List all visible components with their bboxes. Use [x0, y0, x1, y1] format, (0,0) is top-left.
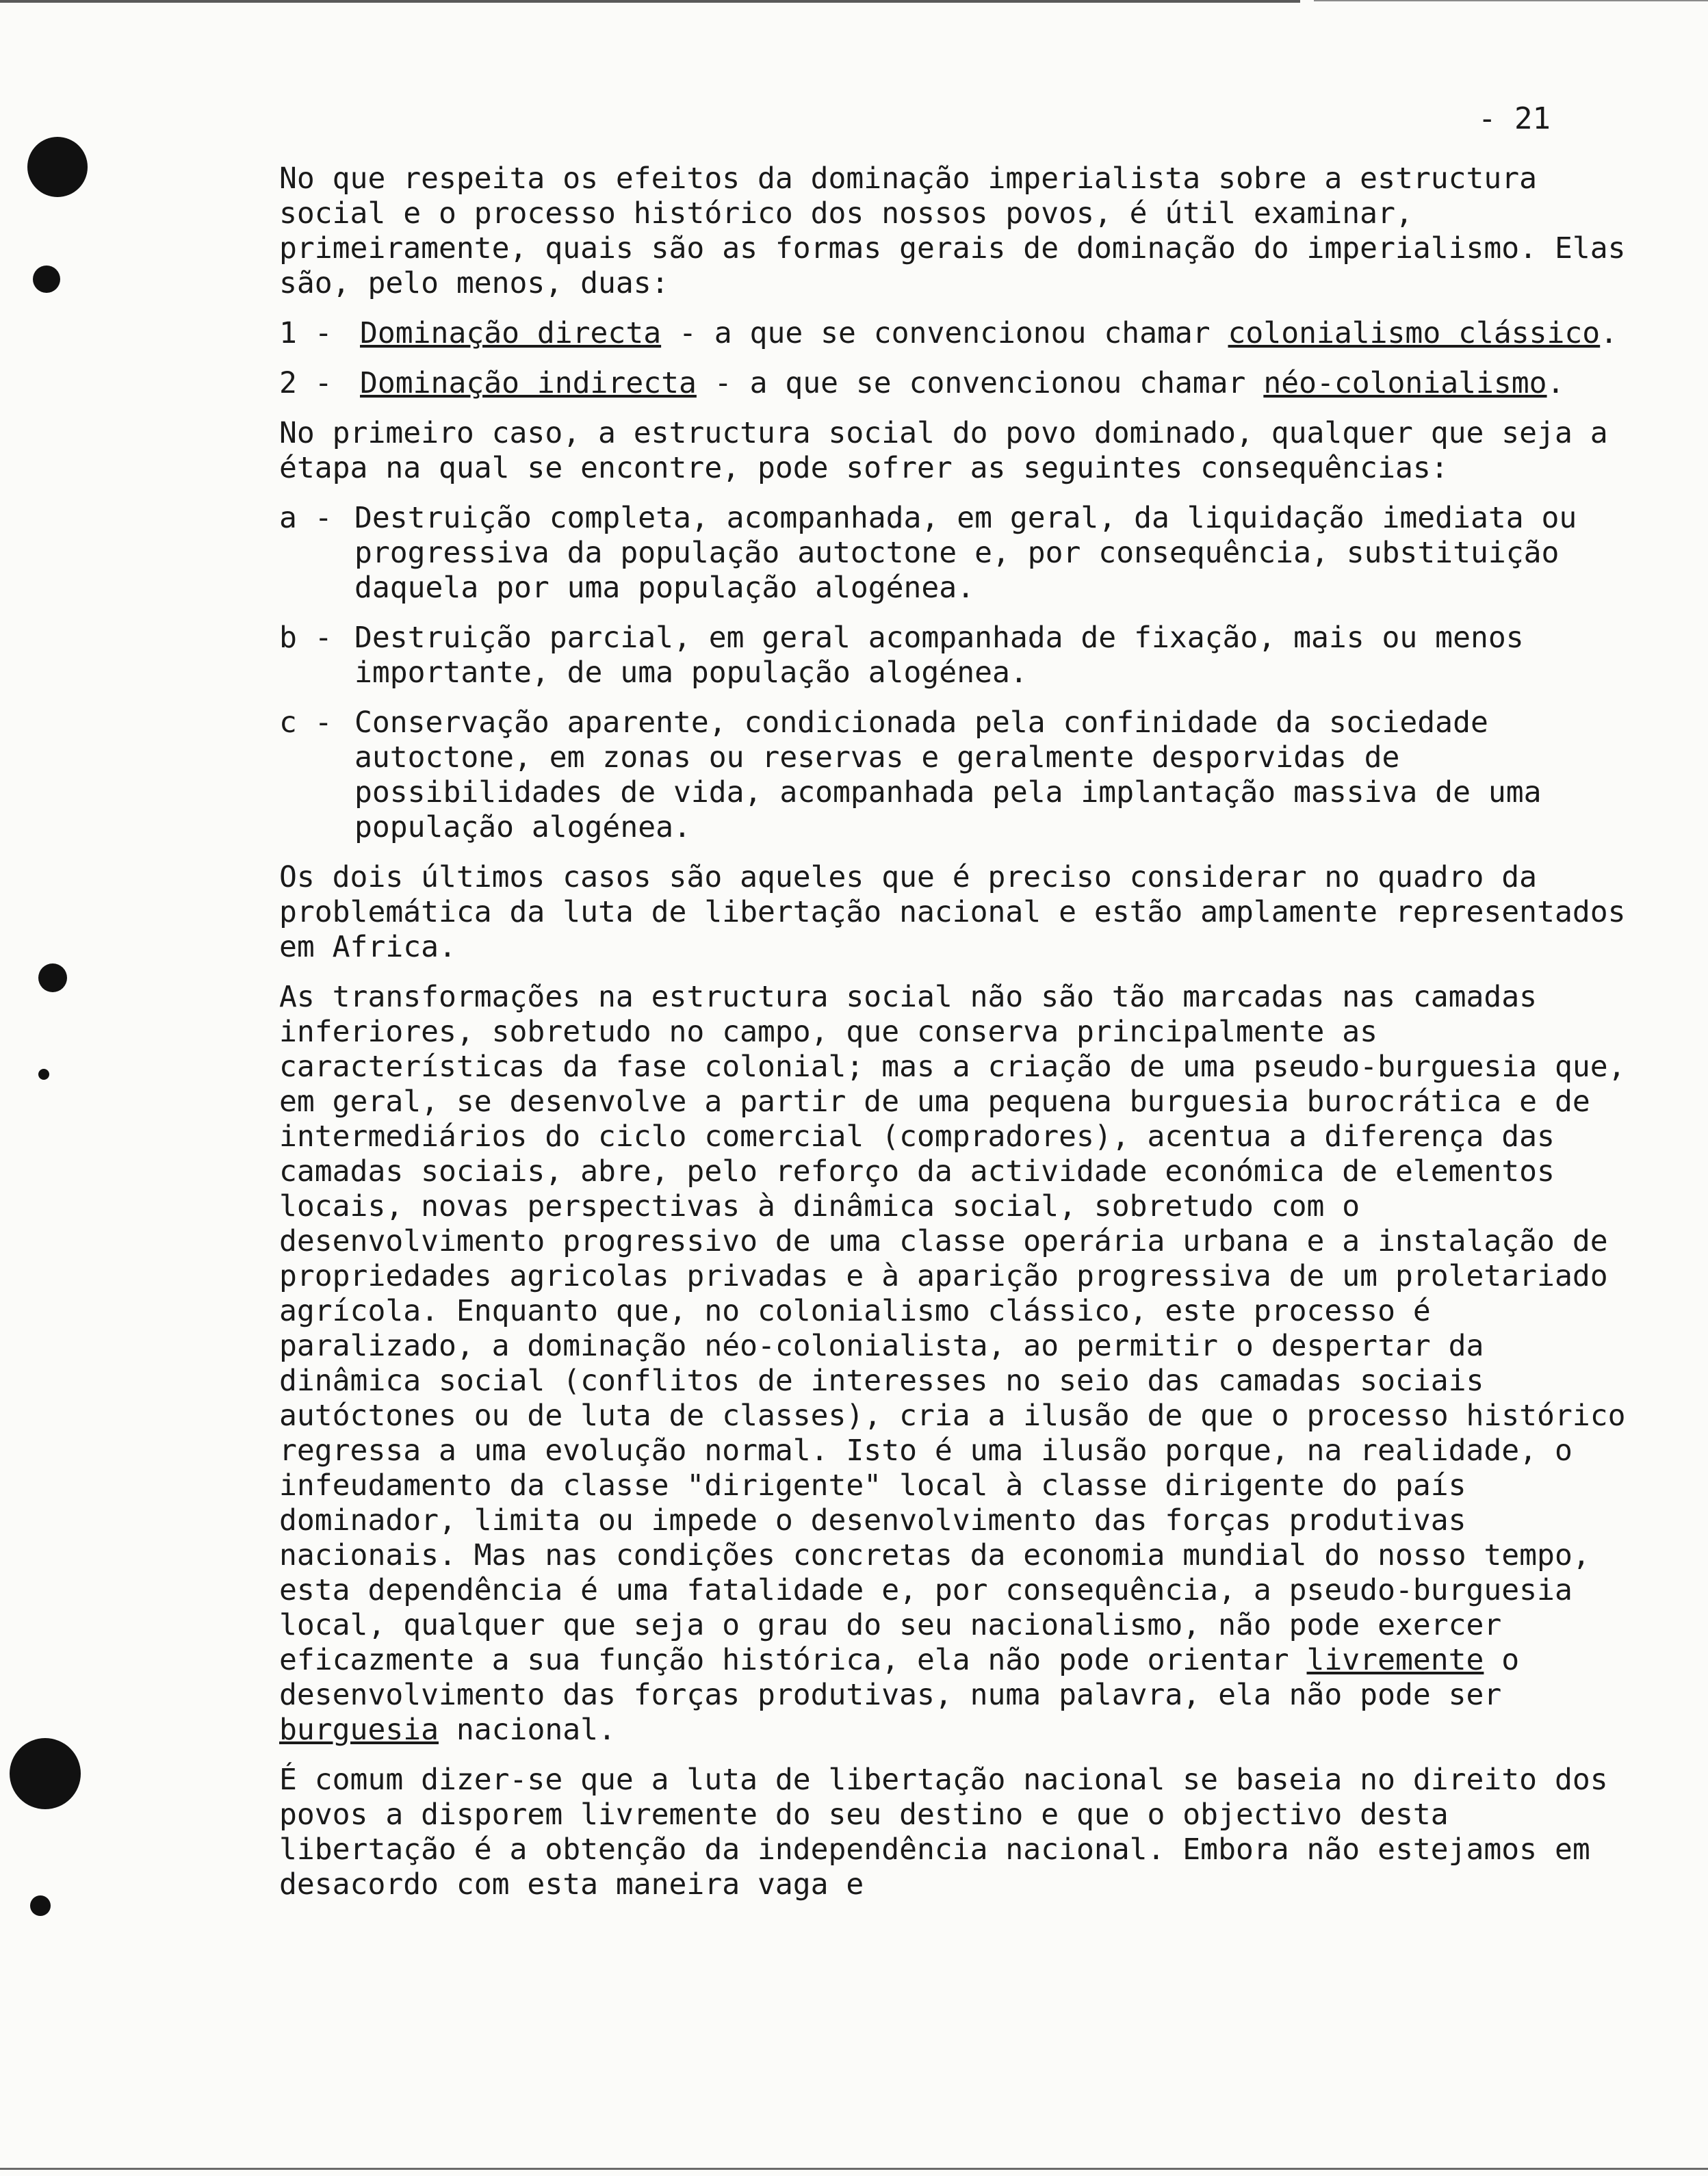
- consequence-marker: b -: [279, 621, 350, 655]
- form-definition-term: colonialismo clássico: [1228, 316, 1601, 350]
- form-item-2: [279, 366, 1627, 401]
- consequence-marker: c -: [279, 705, 350, 740]
- consequence-item-c: [279, 705, 1627, 845]
- consequence-item-a: [279, 501, 1627, 606]
- form-marker: 1 -: [279, 316, 350, 350]
- punch-hole-2: [33, 265, 60, 293]
- transformations-text-3: nacional.: [439, 1713, 616, 1747]
- intro-paragraph: No que respeita os efeitos da dominação imperialista sobre a estructura social e o processo histórico dos nossos povos, é útil examinar, primeiramente, quais são as formas gerais de dominação do imperialismo. Elas são, pelo menos, duas:: [279, 161, 1626, 300]
- form-marker: 2 -: [279, 366, 350, 400]
- form-definition-end: .: [1600, 316, 1618, 350]
- underlined-burguesia: burguesia: [279, 1713, 439, 1747]
- punch-hole-4: [38, 1069, 49, 1080]
- top-edge-line-right: [1314, 0, 1708, 1]
- bottom-edge-line: [0, 2168, 1708, 2170]
- transformations-text-2: o desenvolvimento das forças produtivas, numa palavra, ela não pode ser: [279, 1643, 1520, 1712]
- consequence-item-b: [279, 621, 1627, 690]
- body-text: [279, 161, 1627, 1917]
- first-case-paragraph: No primeiro caso, a estructura social do povo dominado, qualquer que seja a étapa na qual se encontre, pode sofrer as seguintes consequências:: [279, 416, 1608, 485]
- closing-paragraph: É comum dizer-se que a luta de libertação nacional se baseia no direito dos povos a disporem livremente do seu destino e que o objectivo desta libertação é a obtenção da independência nacional. Embora não estejamos em desacordo com esta maneira vaga e: [279, 1763, 1608, 1902]
- form-term: Dominação directa: [360, 316, 662, 350]
- page-number: - 21: [1478, 101, 1551, 136]
- form-definition: [714, 316, 1627, 351]
- transformations-text-1: As transformações na estructura social não são tão marcadas nas camadas inferiores, sobretudo no campo, que conserva principalmente as características da fase colonial; mas a criação de uma pseudo-burguesia que, em geral, se desenvolve a partir de uma pequena burguesia burocrática e de intermediários do ciclo comercial (compradores), acentua a diferença das camadas sociais, abre, pelo reforço da actividade económica de elementos locais, novas perspectivas à dinâmica social, sobretudo com o desenvolvimento progressivo de uma classe operária urbana e a instalação de propriedades agricolas privadas e à aparição progressiva de um proletariado agrícola. Enquanto que, no colonialismo clássico, este processo é paralizado, a dominação néo-colonialista, ao permitir o despertar da dinâmica social (conflitos de interesses no seio das camadas sociais autóctones ou de luta de classes), cria a ilusão de que o processo histórico regressa a uma evolução normal. Isto é uma ilusão porque, na realidade, o infeudamento da classe "dirigente" local à classe dirigente do país dominador, limita ou impede o desenvolvimento das forças produtivas nacionais. Mas nas condições concretas da economia mundial do nosso tempo, esta dependência é uma fatalidade e, por consequência, a pseudo-burguesia local, qualquer que seja o grau do seu nacionalismo, não pode exercer eficazmente a sua função histórica, ela não pode orientar: [279, 980, 1626, 1677]
- consequence-text: Destruição parcial, em geral acompanhada de fixação, mais ou menos importante, de uma população alogénea.: [354, 621, 1524, 690]
- form-term: Dominação indirecta: [360, 366, 697, 400]
- form-item-1: [279, 316, 1627, 351]
- punch-hole-6: [30, 1895, 51, 1916]
- form-dash: -: [696, 366, 750, 400]
- punch-hole-5: [10, 1738, 81, 1809]
- last-two-cases-paragraph: Os dois últimos casos são aqueles que é preciso considerar no quadro da problemática da luta de libertação nacional e estão amplamente representados em Africa.: [279, 860, 1626, 964]
- form-definition-term: néo-colonialismo: [1263, 366, 1547, 400]
- consequence-text: Conservação aparente, condicionada pela confinidade da sociedade autoctone, em zonas ou reservas e geralmente desporvidas de possibilidades de vida, acompanhada pela implantação massiva de uma população alogénea.: [354, 705, 1542, 844]
- form-definition-text: a que se convencionou chamar: [714, 316, 1228, 350]
- transformations-paragraph: [279, 980, 1627, 1748]
- underlined-livremente: livremente: [1306, 1643, 1484, 1677]
- form-definition-end: .: [1547, 366, 1565, 400]
- punch-hole-3: [38, 963, 67, 992]
- punch-hole-1: [27, 137, 88, 197]
- consequence-marker: a -: [279, 501, 350, 535]
- form-definition-text: a que se convencionou chamar: [749, 366, 1264, 400]
- form-definition: [750, 366, 1627, 401]
- form-dash: -: [661, 316, 714, 350]
- consequence-text: Destruição completa, acompanhada, em geral, da liquidação imediata ou progressiva da população autoctone e, por consequência, substituição daquela por uma população alogénea.: [354, 501, 1577, 605]
- top-edge-line: [0, 0, 1300, 3]
